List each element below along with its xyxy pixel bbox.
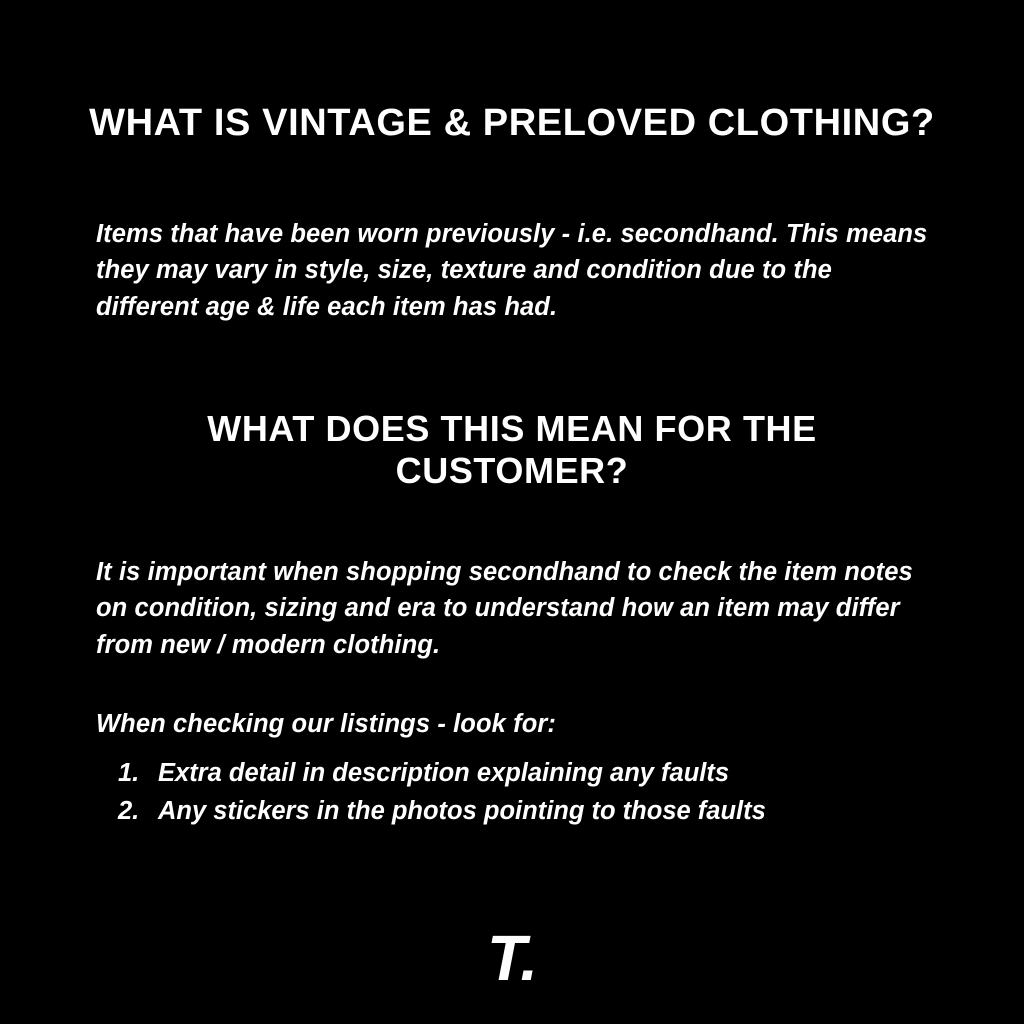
- list-item-number: 2.: [118, 797, 140, 826]
- list-item-label: Extra detail in description explaining any faults: [158, 759, 730, 787]
- list-item: [118, 792, 978, 830]
- page-title: WHAT IS VINTAGE & PRELOVED CLOTHING?: [89, 102, 935, 145]
- list-item-label: Any stickers in the photos pointing to those faults: [158, 797, 766, 826]
- intro-paragraph: Items that have been worn previously - i.e. secondhand. This means they may vary in style, size, texture and condition due to the different age & life each item has had.: [96, 219, 928, 322]
- brand-logo-mark: T.: [486, 922, 538, 994]
- list-item-number: 1.: [118, 759, 140, 787]
- listings-prompt: When checking our listings - look for:: [96, 709, 556, 738]
- brand-logo: [0, 922, 1024, 994]
- list-item: [118, 754, 978, 792]
- customer-paragraph: It is important when shopping secondhand to check the item notes on condition, sizing and era to understand how an item may differ from new / modern clothing.: [96, 557, 913, 660]
- checklist: [118, 754, 978, 831]
- section-heading-customer: WHAT DOES THIS MEAN FOR THE CUSTOMER?: [207, 407, 817, 492]
